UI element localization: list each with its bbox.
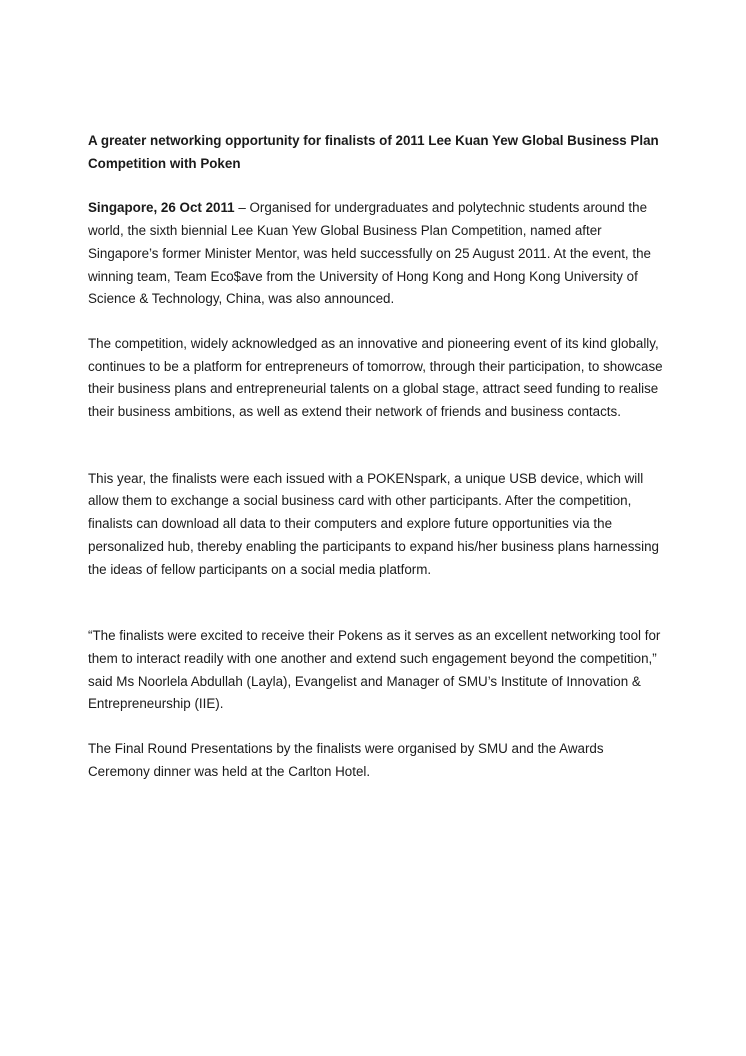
paragraph-4: “The finalists were excited to receive their Pokens as it serves as an excellent networking tool for them to interact readily with one another and extend such engagement beyond the competition,” said Ms Noorlela Abdullah (Layla), Evangelist and Manager of SMU’s Institute of Innovation & Entrepreneurship (IIE). — [88, 628, 661, 712]
headline: A greater networking opportunity for finalists of 2011 Lee Kuan Yew Global Business Plan Competition with Poken — [88, 133, 659, 171]
paragraph-1-text: – Organised for undergraduates and polytechnic students around the world, the sixth biennial Lee Kuan Yew Global Business Plan Competition, named after Singapore’s former Minister Mentor, was held successfully on 25 August 2011. At the event, the winning team, Team Eco$ave from the University of Hong Kong and Hong Kong University of Science & Technology, China, was also announced. — [88, 200, 651, 307]
paragraph-1 — [88, 197, 668, 311]
paragraph-5: The Final Round Presentations by the finalists were organised by SMU and the Awards Ceremony dinner was held at the Carlton Hotel. — [88, 741, 604, 779]
dateline: Singapore, 26 Oct 2011 — [88, 200, 235, 216]
document-page — [88, 130, 668, 805]
paragraph-3: This year, the finalists were each issued with a POKENspark, a unique USB device, which will allow them to exchange a social business card with other participants. After the competition, finalists can download all data to their computers and explore future opportunities via the personalized hub, thereby enabling the participants to expand his/her business plans harnessing the ideas of fellow participants on a social media platform. — [88, 470, 659, 577]
paragraph-2: The competition, widely acknowledged as an innovative and pioneering event of its kind globally, continues to be a platform for entrepreneurs of tomorrow, through their participation, to showcase their business plans and entrepreneurial talents on a global stage, attract seed funding to realise their business ambitions, as well as extend their network of friends and business contacts. — [88, 335, 663, 420]
